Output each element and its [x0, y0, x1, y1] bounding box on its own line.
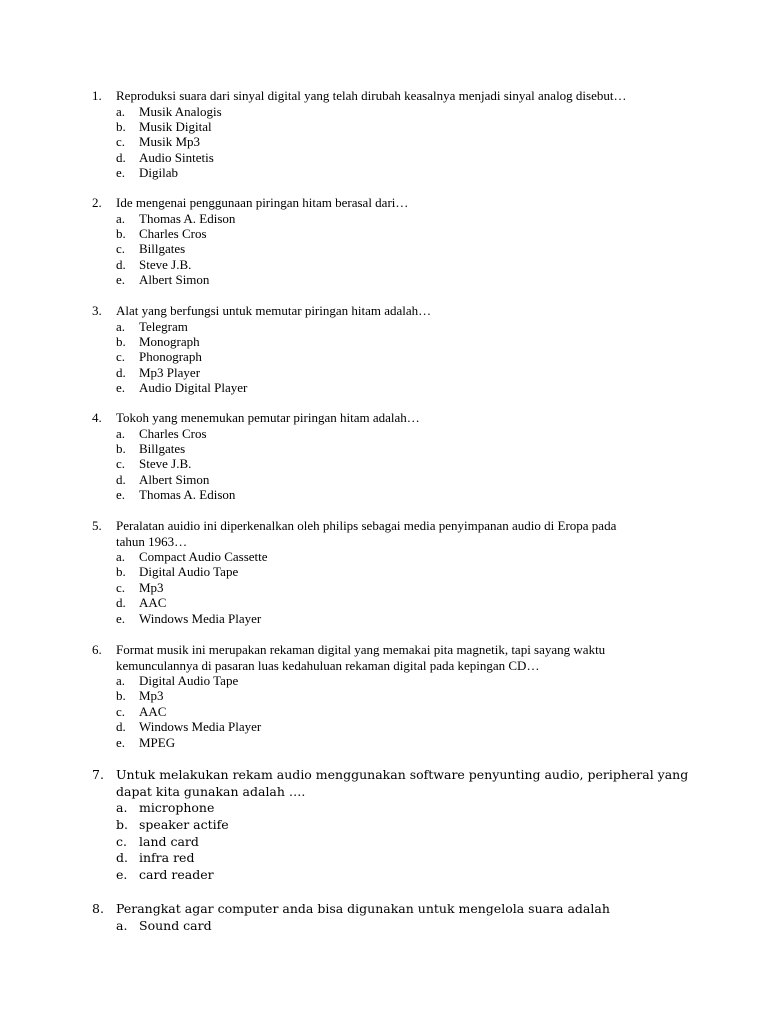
option-letter: d. — [116, 850, 128, 866]
option-a — [0, 549, 768, 564]
option-letter: e. — [116, 867, 128, 883]
question-number: 3. — [92, 303, 102, 318]
option-c — [0, 241, 768, 256]
question-3 — [0, 303, 768, 395]
option-letter: a. — [116, 673, 126, 688]
option-letter: c. — [116, 579, 126, 595]
option-text: Audio Sintetis — [139, 149, 214, 165]
question-number: 7. — [92, 767, 104, 782]
option-text: Phonograph — [139, 349, 202, 365]
option-text: Musik Mp3 — [139, 134, 201, 150]
question-text: Perangkat agar computer anda bisa digunakan untuk mengelola suara adalah — [116, 901, 610, 916]
option-letter: b. — [116, 564, 126, 580]
option-text: Windows Media Player — [139, 719, 262, 735]
question-1 — [0, 88, 768, 180]
option-e — [0, 380, 768, 395]
option-b — [0, 688, 768, 703]
option-text: Audio Digital Player — [139, 380, 248, 396]
question-number: 8. — [92, 901, 104, 916]
option-text: AAC — [139, 703, 167, 719]
question-text-continued: dapat kita gunakan adalah …. — [116, 783, 306, 799]
option-a — [0, 104, 768, 119]
option-c — [0, 134, 768, 149]
option-letter: e. — [116, 610, 126, 626]
option-letter: b. — [116, 688, 126, 704]
option-text: MPEG — [139, 734, 176, 750]
question-2 — [0, 195, 768, 287]
option-c — [0, 834, 768, 851]
option-text: Telegram — [139, 318, 188, 334]
option-a — [0, 918, 768, 935]
option-a — [0, 426, 768, 441]
option-e — [0, 165, 768, 180]
option-letter: b. — [116, 440, 126, 456]
option-text: Thomas A. Edison — [139, 210, 236, 226]
option-letter: e. — [116, 380, 126, 396]
option-b — [0, 817, 768, 834]
option-text: microphone — [139, 800, 215, 815]
option-letter: e. — [116, 165, 126, 181]
option-letter: a. — [116, 549, 126, 564]
option-e — [0, 867, 768, 884]
option-text: Steve J.B. — [139, 256, 192, 272]
option-letter: b. — [116, 118, 126, 134]
option-text: Mp3 Player — [139, 364, 201, 380]
option-e — [0, 735, 768, 750]
option-letter: c. — [116, 456, 126, 472]
option-text: Digital Audio Tape — [139, 673, 239, 688]
option-text: Sound card — [139, 917, 212, 933]
option-letter: b. — [116, 225, 126, 241]
option-letter: d. — [116, 256, 126, 272]
question-text: Reproduksi suara dari sinyal digital yang telah dirubah keasalnya menjadi sinyal analog disebut… — [116, 88, 627, 103]
option-letter: e. — [116, 272, 126, 288]
question-text: Format musik ini merupakan rekaman digital yang memakai pita magnetik, tapi sayang waktu — [116, 642, 606, 657]
question-number: 1. — [92, 88, 102, 103]
option-a — [0, 211, 768, 226]
option-letter: c. — [116, 241, 126, 257]
option-text: Mp3 — [139, 579, 164, 595]
option-d — [0, 850, 768, 867]
option-b — [0, 441, 768, 456]
option-letter: c. — [116, 349, 126, 365]
question-4 — [0, 410, 768, 502]
option-text: Steve J.B. — [139, 456, 192, 472]
option-e — [0, 487, 768, 502]
option-d — [0, 365, 768, 380]
option-d — [0, 719, 768, 734]
question-text: Untuk melakukan rekam audio menggunakan software penyunting audio, peripheral yang — [116, 767, 689, 782]
option-letter: e. — [116, 487, 126, 503]
option-e — [0, 272, 768, 287]
option-d — [0, 472, 768, 487]
option-d — [0, 595, 768, 610]
option-letter: b. — [116, 816, 128, 832]
option-letter: a. — [116, 103, 126, 119]
question-text: Ide mengenai penggunaan piringan hitam berasal dari… — [116, 195, 409, 210]
option-text: Thomas A. Edison — [139, 487, 236, 503]
question-text-continued: tahun 1963… — [116, 533, 188, 549]
option-a — [0, 319, 768, 334]
question-7 — [0, 767, 768, 884]
option-letter: c. — [116, 703, 126, 719]
option-c — [0, 456, 768, 471]
option-letter: c. — [116, 134, 126, 150]
option-b — [0, 119, 768, 134]
option-text: Compact Audio Cassette — [139, 549, 268, 564]
option-text: Mp3 — [139, 688, 164, 704]
option-a — [0, 800, 768, 817]
option-text: Musik Analogis — [139, 103, 222, 119]
option-text: infra red — [139, 850, 195, 866]
question-text: Tokoh yang menemukan pemutar piringan hitam adalah… — [116, 410, 420, 425]
option-letter: d. — [116, 471, 126, 487]
option-letter: a. — [116, 917, 128, 933]
option-text: Monograph — [139, 333, 200, 349]
option-text: card reader — [139, 867, 214, 883]
question-number: 6. — [92, 642, 102, 657]
question-number: 5. — [92, 518, 102, 533]
option-a — [0, 673, 768, 688]
option-letter: b. — [116, 333, 126, 349]
option-text: Charles Cros — [139, 225, 207, 241]
question-text: Peralatan auidio ini diperkenalkan oleh philips sebagai media penyimpanan audio di Eropa pada — [116, 518, 617, 533]
option-text: Albert Simon — [139, 471, 210, 487]
question-8 — [0, 901, 768, 934]
option-letter: d. — [116, 595, 126, 611]
option-letter: e. — [116, 734, 126, 750]
option-text: Digilab — [139, 165, 178, 181]
option-text: Windows Media Player — [139, 610, 262, 626]
option-text: AAC — [139, 595, 167, 611]
question-number: 4. — [92, 410, 102, 425]
question-text-continued: kemunculannya di pasaran luas kedahuluan rekaman digital pada kepingan CD… — [116, 657, 540, 673]
option-text: Digital Audio Tape — [139, 564, 239, 580]
question-text: Alat yang berfungsi untuk memutar piringan hitam adalah… — [116, 303, 432, 318]
option-letter: a. — [116, 800, 128, 815]
option-letter: a. — [116, 425, 126, 441]
option-text: Musik Digital — [139, 118, 212, 134]
option-text: Billgates — [139, 440, 186, 456]
option-c — [0, 704, 768, 719]
question-6 — [0, 642, 768, 750]
option-letter: d. — [116, 364, 126, 380]
option-b — [0, 564, 768, 579]
option-e — [0, 611, 768, 626]
option-d — [0, 150, 768, 165]
option-c — [0, 349, 768, 364]
option-text: land card — [139, 833, 199, 849]
option-text: Albert Simon — [139, 272, 210, 288]
option-letter: a. — [116, 318, 126, 334]
option-text: speaker actife — [139, 816, 229, 832]
option-text: Charles Cros — [139, 425, 207, 441]
option-letter: c. — [116, 833, 127, 849]
option-letter: d. — [116, 719, 126, 735]
option-b — [0, 226, 768, 241]
option-b — [0, 334, 768, 349]
question-number: 2. — [92, 195, 102, 210]
option-letter: a. — [116, 210, 126, 226]
option-c — [0, 580, 768, 595]
question-5 — [0, 518, 768, 626]
option-d — [0, 257, 768, 272]
option-text: Billgates — [139, 241, 186, 257]
option-letter: d. — [116, 149, 126, 165]
